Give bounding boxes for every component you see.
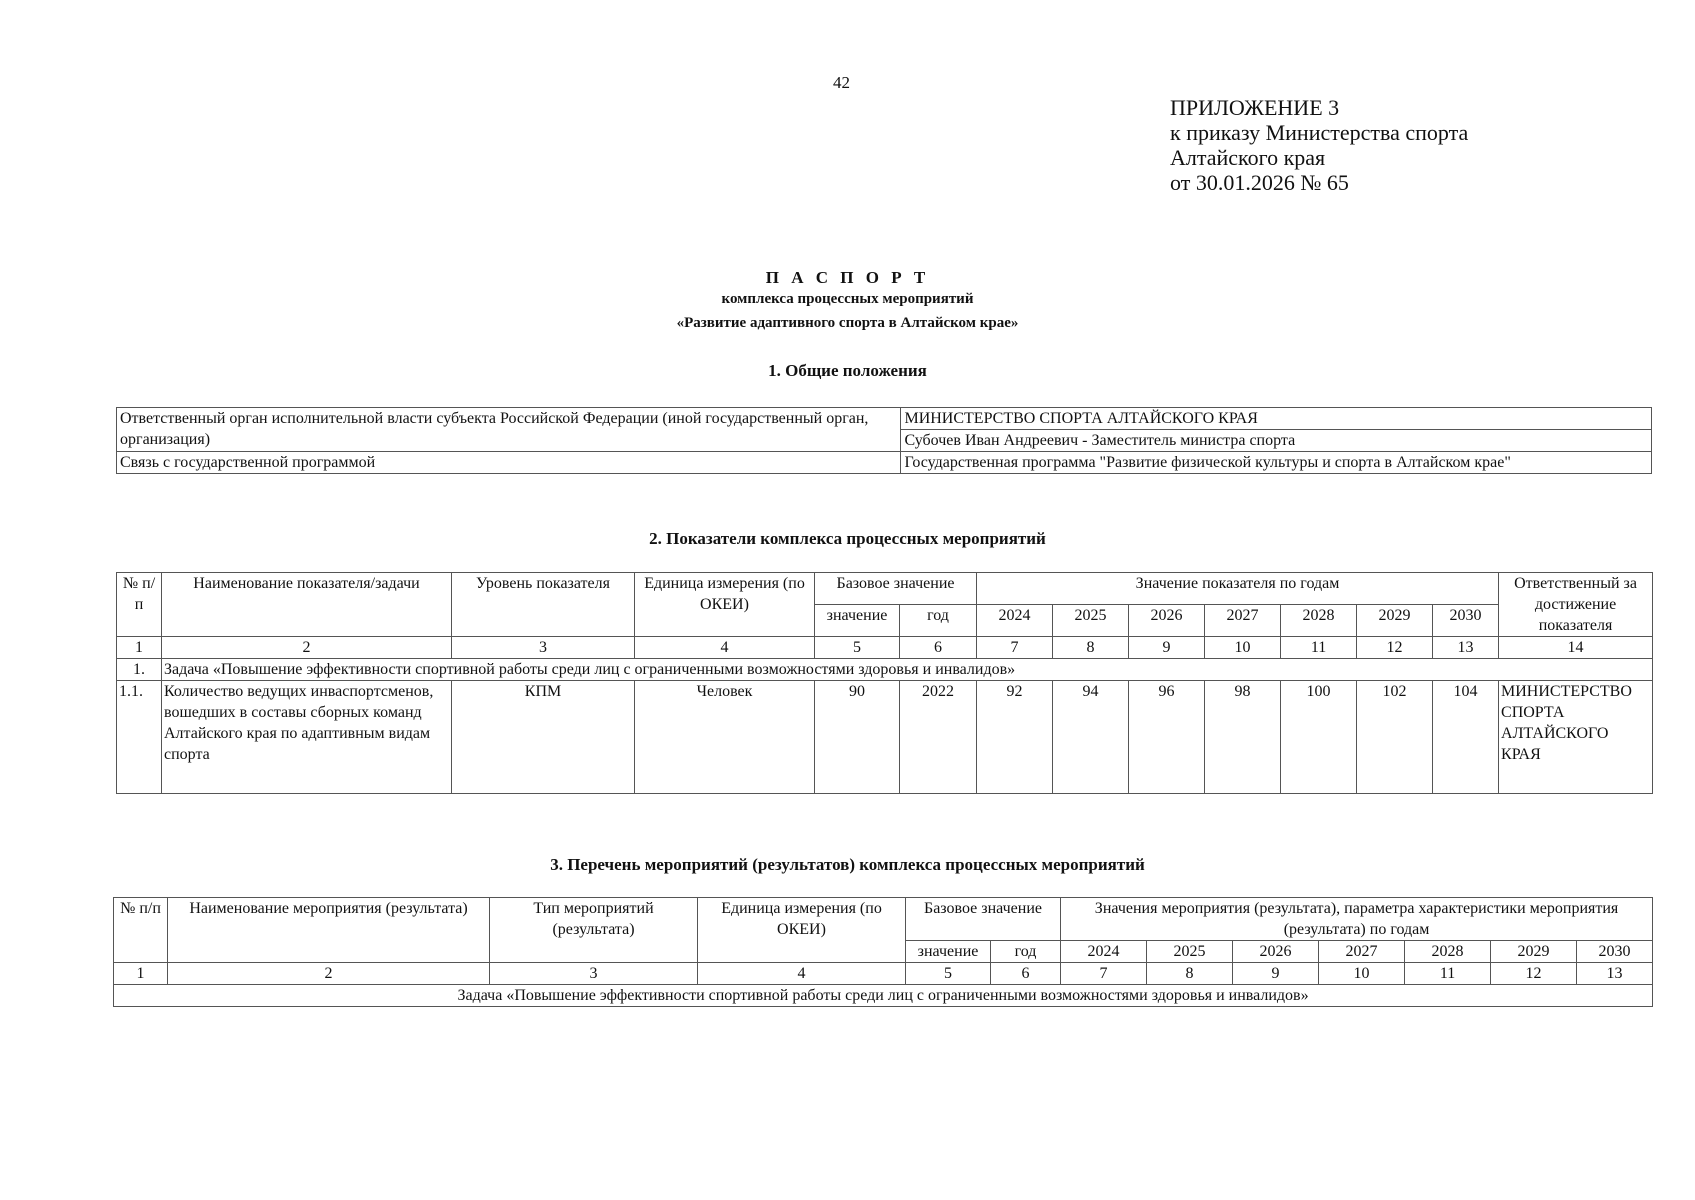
col-name-header: Наименование показателя/задачи: [162, 573, 452, 637]
col-number: 3: [452, 637, 635, 659]
task-row: [117, 659, 1653, 681]
col-number: 4: [698, 963, 906, 985]
indicator-value: 98: [1205, 681, 1281, 794]
col-number: 1: [114, 963, 168, 985]
col-year-header: 2027: [1205, 605, 1281, 637]
col-number: 5: [815, 637, 900, 659]
col-number: 11: [1281, 637, 1357, 659]
indicator-unit: Человек: [635, 681, 815, 794]
col-base-value-header: значение: [906, 941, 991, 963]
col-number: 6: [900, 637, 977, 659]
col-year-header: 2030: [1433, 605, 1499, 637]
task-text: Задача «Повышение эффективности спортивной работы среди лиц с ограниченными возможностями здоровья и инвалидов»: [162, 659, 1653, 681]
col-number: 8: [1053, 637, 1129, 659]
col-year-header: 2025: [1147, 941, 1233, 963]
col-base-year-header: год: [900, 605, 977, 637]
passport-subtitle: комплекса процессных мероприятий: [721, 291, 974, 307]
table-row: [117, 408, 1652, 430]
col-year-header: 2024: [977, 605, 1053, 637]
passport-title: П А С П О Р Т: [765, 268, 930, 287]
state-program-name: Государственная программа "Развитие физической культуры и спорта в Алтайском крае": [901, 452, 1652, 474]
ministry-name: МИНИСТЕРСТВО СПОРТА АЛТАЙСКОГО КРАЯ: [901, 408, 1652, 430]
col-number: 10: [1205, 637, 1281, 659]
indicator-value: 100: [1281, 681, 1357, 794]
col-base-year-header: год: [991, 941, 1061, 963]
col-number: 7: [977, 637, 1053, 659]
col-year-header: 2025: [1053, 605, 1129, 637]
indicator-value: 96: [1129, 681, 1205, 794]
task-row: [114, 985, 1653, 1007]
col-year-header: 2026: [1233, 941, 1319, 963]
col-num-header: № п/п: [114, 898, 168, 963]
col-number: 8: [1147, 963, 1233, 985]
col-number: 12: [1357, 637, 1433, 659]
responsible-body-label: Ответственный орган исполнительной власти субъекта Российской Федерации (иной государственный орган, организация): [117, 408, 901, 452]
deputy-minister: Субочев Иван Андреевич - Заместитель министра спорта: [901, 430, 1652, 452]
col-year-header: 2028: [1405, 941, 1491, 963]
indicator-number: 1.1.: [117, 681, 162, 794]
table-header-row: [117, 573, 1653, 605]
indicator-value: 92: [977, 681, 1053, 794]
indicator-base-value: 90: [815, 681, 900, 794]
page-number: 42: [833, 73, 850, 92]
col-unit-header: Единица измерения (по ОКЕИ): [635, 573, 815, 637]
col-base-header: Базовое значение: [815, 573, 977, 605]
col-type-header: Тип мероприятий (результата): [490, 898, 698, 963]
col-number: 10: [1319, 963, 1405, 985]
col-level-header: Уровень показателя: [452, 573, 635, 637]
appendix-date-line: от 30.01.2026 № 65: [1170, 170, 1349, 195]
table-row: [117, 681, 1653, 794]
section3-heading: 3. Перечень мероприятий (результатов) комплекса процессных мероприятий: [550, 855, 1145, 874]
col-number: 6: [991, 963, 1061, 985]
col-year-header: 2024: [1061, 941, 1147, 963]
indicators-table: [116, 572, 1653, 794]
col-number: 4: [635, 637, 815, 659]
general-provisions-table: [116, 407, 1652, 474]
column-number-row: [117, 637, 1653, 659]
indicator-value: 104: [1433, 681, 1499, 794]
col-number: 7: [1061, 963, 1147, 985]
indicator-value: 94: [1053, 681, 1129, 794]
col-year-header: 2028: [1281, 605, 1357, 637]
col-number: 12: [1491, 963, 1577, 985]
col-responsible-header: Ответственный за достижение показателя: [1499, 573, 1653, 637]
appendix-block: [1170, 95, 1468, 195]
appendix-order-line: к приказу Министерства спорта: [1170, 120, 1469, 145]
col-year-header: 2026: [1129, 605, 1205, 637]
col-number: 3: [490, 963, 698, 985]
col-number: 13: [1433, 637, 1499, 659]
col-number: 9: [1129, 637, 1205, 659]
section1-heading: 1. Общие положения: [768, 361, 927, 380]
indicator-level: КПМ: [452, 681, 635, 794]
col-number: 13: [1577, 963, 1653, 985]
col-number: 9: [1233, 963, 1319, 985]
col-number: 14: [1499, 637, 1653, 659]
col-num-header: № п/п: [117, 573, 162, 637]
passport-program-name: «Развитие адаптивного спорта в Алтайском крае»: [676, 315, 1019, 331]
col-base-value-header: значение: [815, 605, 900, 637]
col-number: 11: [1405, 963, 1491, 985]
appendix-region-line: Алтайского края: [1170, 145, 1326, 170]
col-number: 2: [162, 637, 452, 659]
col-year-header: 2029: [1491, 941, 1577, 963]
col-years-group-header: Значения мероприятия (результата), параметра характеристики мероприятия (результата) по годам: [1061, 898, 1653, 941]
col-years-group-header: Значение показателя по годам: [977, 573, 1499, 605]
col-unit-header: Единица измерения (по ОКЕИ): [698, 898, 906, 963]
indicator-name: Количество ведущих инваспортсменов, вошедших в составы сборных команд Алтайского края по адаптивным видам спорта: [162, 681, 452, 794]
col-year-header: 2029: [1357, 605, 1433, 637]
col-number: 2: [168, 963, 490, 985]
col-name-header: Наименование мероприятия (результата): [168, 898, 490, 963]
column-number-row: [114, 963, 1653, 985]
appendix-title: ПРИЛОЖЕНИЕ 3: [1170, 95, 1340, 120]
col-number: 5: [906, 963, 991, 985]
activities-table: [113, 897, 1653, 1007]
indicator-value: 102: [1357, 681, 1433, 794]
col-number: 1: [117, 637, 162, 659]
section2-heading: 2. Показатели комплекса процессных мероприятий: [649, 529, 1046, 548]
table-row: [117, 452, 1652, 474]
col-base-header: Базовое значение: [906, 898, 1061, 941]
task-number: 1.: [117, 659, 162, 681]
col-year-header: 2030: [1577, 941, 1653, 963]
table-header-row: [114, 898, 1653, 941]
task-text: Задача «Повышение эффективности спортивной работы среди лиц с ограниченными возможностями здоровья и инвалидов»: [114, 985, 1653, 1007]
state-program-link-label: Связь с государственной программой: [117, 452, 901, 474]
indicator-responsible: МИНИСТЕРСТВО СПОРТА АЛТАЙСКОГО КРАЯ: [1499, 681, 1653, 794]
indicator-base-year: 2022: [900, 681, 977, 794]
col-year-header: 2027: [1319, 941, 1405, 963]
